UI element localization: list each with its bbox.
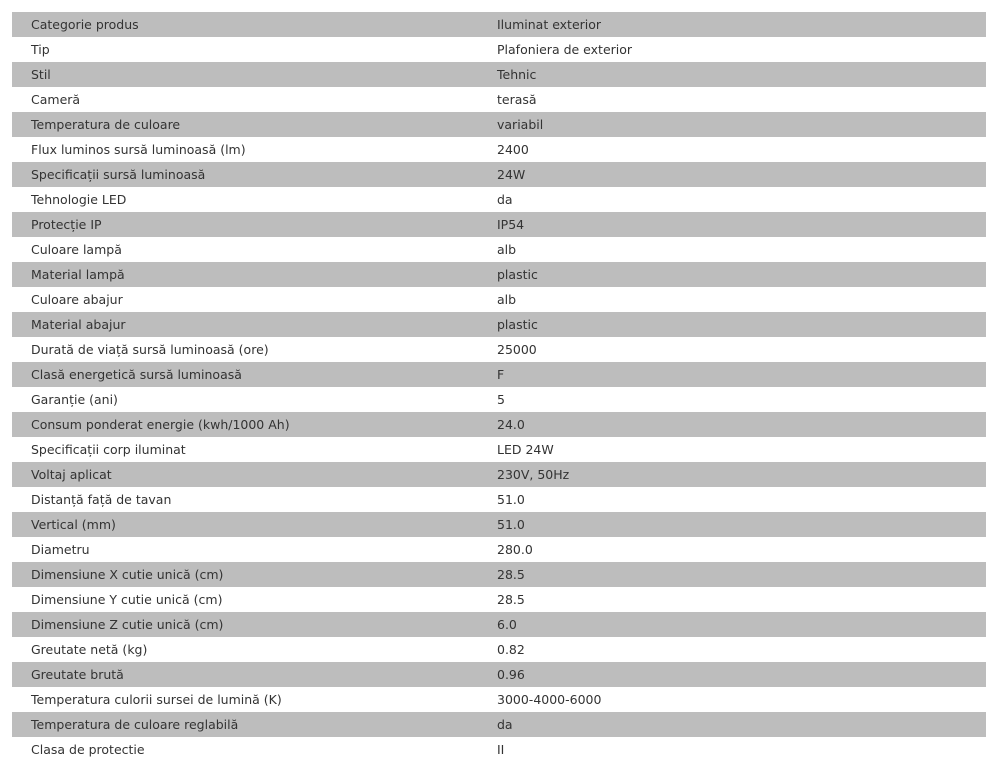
spec-value: 6.0	[479, 612, 986, 637]
spec-value: variabil	[479, 112, 986, 137]
spec-value: plastic	[479, 312, 986, 337]
spec-label: Material abajur	[12, 312, 479, 337]
spec-value: 51.0	[479, 512, 986, 537]
product-spec-table	[12, 12, 986, 762]
spec-label: Tehnologie LED	[12, 187, 479, 212]
spec-label: Cameră	[12, 87, 479, 112]
spec-label: Categorie produs	[12, 12, 479, 37]
spec-label: Vertical (mm)	[12, 512, 479, 537]
spec-row	[12, 87, 986, 112]
spec-label: Voltaj aplicat	[12, 462, 479, 487]
spec-row	[12, 462, 986, 487]
spec-label: Culoare lampă	[12, 237, 479, 262]
spec-value: 24W	[479, 162, 986, 187]
spec-row	[12, 662, 986, 687]
spec-value: 24.0	[479, 412, 986, 437]
spec-label: Temperatura de culoare reglabilă	[12, 712, 479, 737]
spec-row	[12, 162, 986, 187]
spec-label: Distanță față de tavan	[12, 487, 479, 512]
spec-value: 28.5	[479, 587, 986, 612]
spec-label: Specificații corp iluminat	[12, 437, 479, 462]
spec-label: Culoare abajur	[12, 287, 479, 312]
spec-label: Diametru	[12, 537, 479, 562]
spec-label: Material lampă	[12, 262, 479, 287]
spec-label: Garanție (ani)	[12, 387, 479, 412]
spec-row	[12, 312, 986, 337]
spec-row	[12, 537, 986, 562]
spec-row	[12, 687, 986, 712]
spec-value: LED 24W	[479, 437, 986, 462]
spec-value: Tehnic	[479, 62, 986, 87]
spec-label: Temperatura de culoare	[12, 112, 479, 137]
spec-value: IP54	[479, 212, 986, 237]
spec-label: Greutate netă (kg)	[12, 637, 479, 662]
spec-row	[12, 112, 986, 137]
spec-row	[12, 12, 986, 37]
spec-value: terasă	[479, 87, 986, 112]
spec-label: Dimensiune Y cutie unică (cm)	[12, 587, 479, 612]
spec-row	[12, 287, 986, 312]
spec-value: 0.82	[479, 637, 986, 662]
spec-value: alb	[479, 237, 986, 262]
spec-row	[12, 362, 986, 387]
spec-label: Dimensiune Z cutie unică (cm)	[12, 612, 479, 637]
spec-value: II	[479, 737, 986, 762]
spec-row	[12, 412, 986, 437]
spec-row	[12, 337, 986, 362]
spec-value: F	[479, 362, 986, 387]
spec-label: Clasa de protectie	[12, 737, 479, 762]
spec-row	[12, 562, 986, 587]
spec-label: Dimensiune X cutie unică (cm)	[12, 562, 479, 587]
spec-value: 0.96	[479, 662, 986, 687]
spec-value: 28.5	[479, 562, 986, 587]
spec-row	[12, 512, 986, 537]
spec-row	[12, 262, 986, 287]
spec-value: 5	[479, 387, 986, 412]
spec-row	[12, 37, 986, 62]
spec-label: Greutate brută	[12, 662, 479, 687]
spec-label: Temperatura culorii sursei de lumină (K)	[12, 687, 479, 712]
spec-row	[12, 737, 986, 762]
spec-value: Iluminat exterior	[479, 12, 986, 37]
spec-value: 3000-4000-6000	[479, 687, 986, 712]
spec-value: plastic	[479, 262, 986, 287]
spec-value: 25000	[479, 337, 986, 362]
spec-label: Stil	[12, 62, 479, 87]
spec-label: Flux luminos sursă luminoasă (lm)	[12, 137, 479, 162]
spec-row	[12, 712, 986, 737]
spec-value: 230V, 50Hz	[479, 462, 986, 487]
spec-label: Protecție IP	[12, 212, 479, 237]
spec-value: alb	[479, 287, 986, 312]
spec-row	[12, 137, 986, 162]
spec-label: Specificații sursă luminoasă	[12, 162, 479, 187]
spec-label: Consum ponderat energie (kwh/1000 Ah)	[12, 412, 479, 437]
spec-row	[12, 637, 986, 662]
spec-row	[12, 437, 986, 462]
spec-table-body	[12, 12, 986, 762]
spec-value: 280.0	[479, 537, 986, 562]
spec-row	[12, 612, 986, 637]
spec-row	[12, 587, 986, 612]
spec-value: da	[479, 187, 986, 212]
spec-label: Tip	[12, 37, 479, 62]
spec-value: 2400	[479, 137, 986, 162]
spec-row	[12, 237, 986, 262]
spec-row	[12, 187, 986, 212]
spec-row	[12, 487, 986, 512]
spec-row	[12, 212, 986, 237]
spec-label: Clasă energetică sursă luminoasă	[12, 362, 479, 387]
spec-value: da	[479, 712, 986, 737]
spec-row	[12, 387, 986, 412]
spec-row	[12, 62, 986, 87]
spec-label: Durată de viață sursă luminoasă (ore)	[12, 337, 479, 362]
spec-value: Plafoniera de exterior	[479, 37, 986, 62]
spec-value: 51.0	[479, 487, 986, 512]
